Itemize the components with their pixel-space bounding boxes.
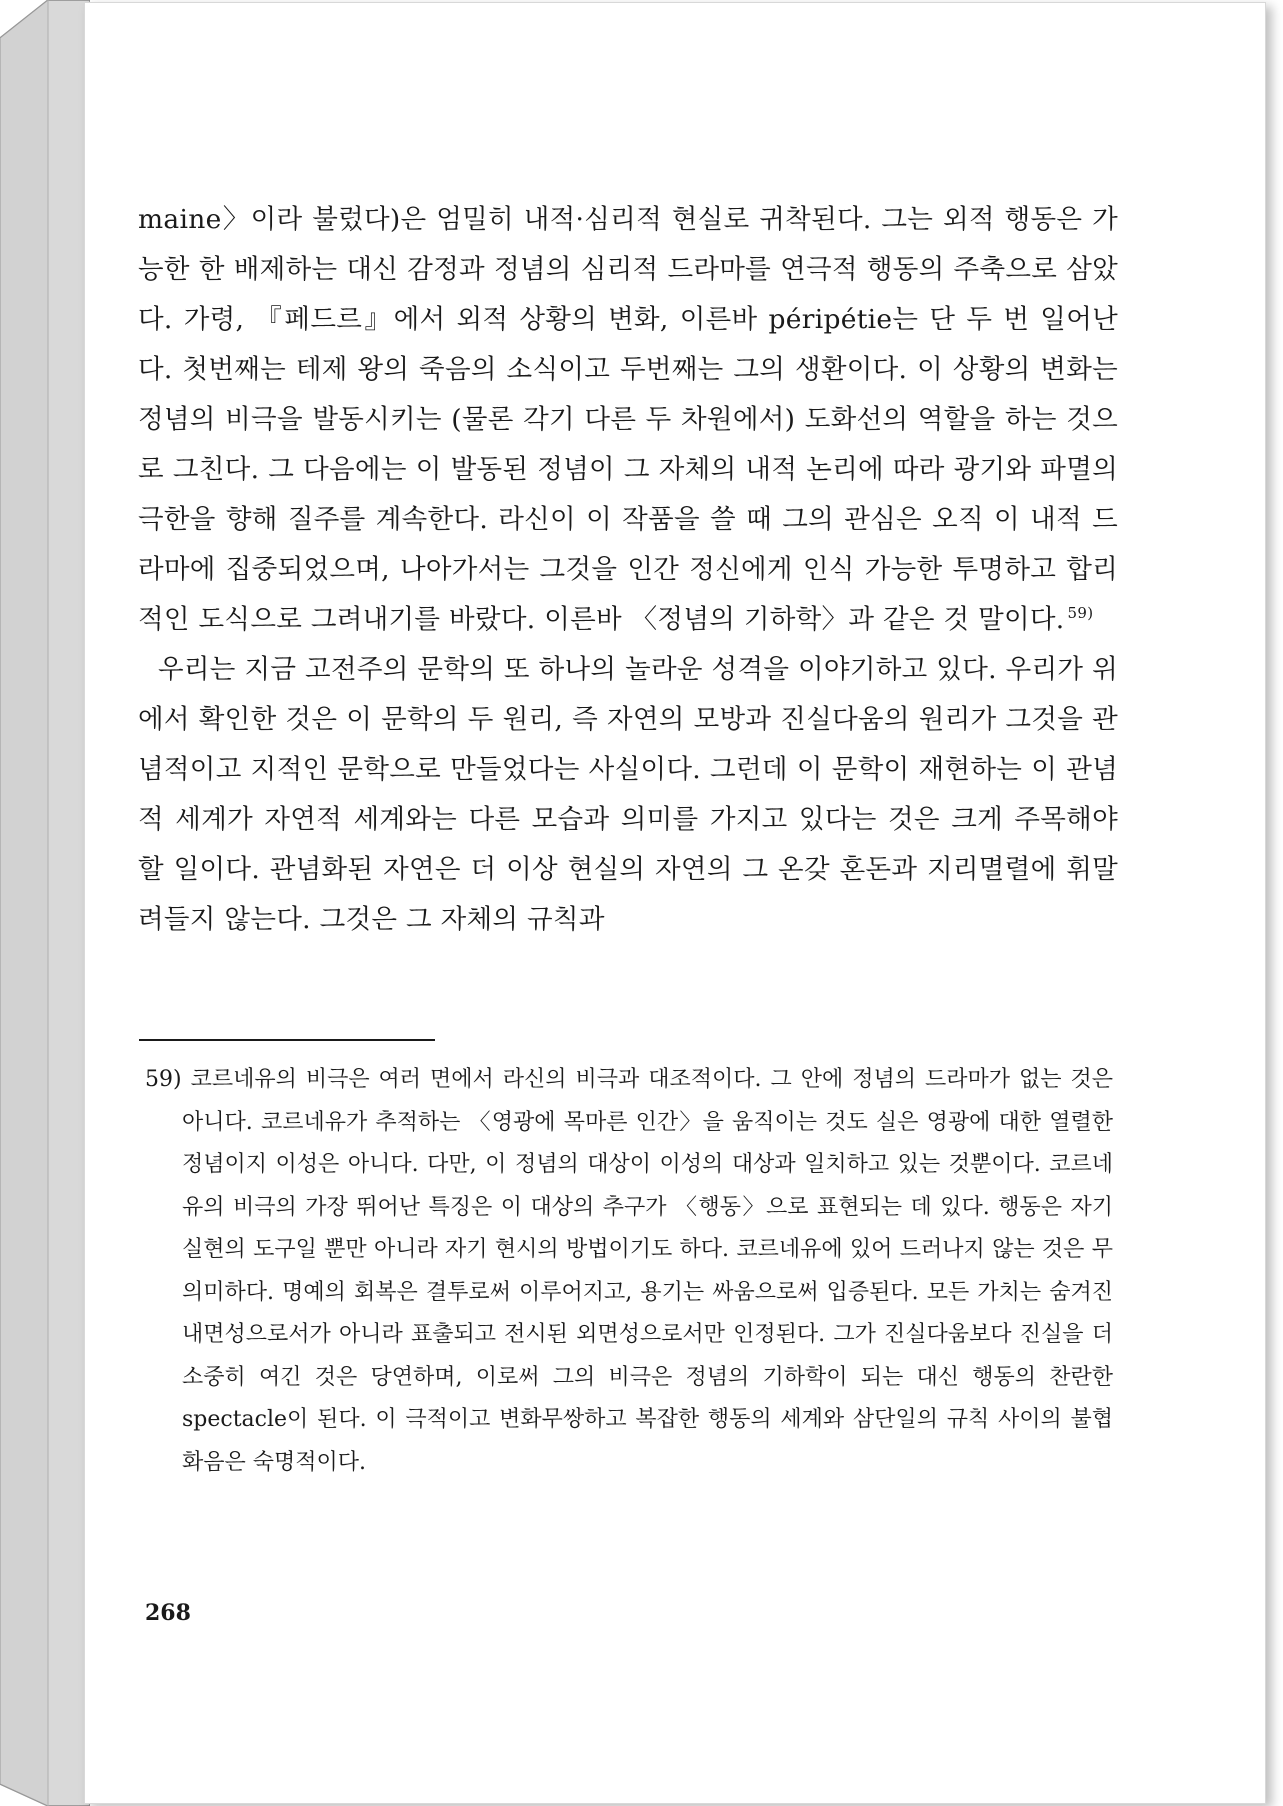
body-paragraph-2: 우리는 지금 고전주의 문학의 또 하나의 놀라운 성격을 이야기하고 있다. 우리가 위에서 확인한 것은 이 문학의 두 원리, 즉 자연의 모방과 진실다움의 원리가 그것을 관념적이고 지적인 문학으로 만들었다는 사실이다. 그런데 이 문학이 재현하는 이 관념적 세계가 자연적 세계와는 다른 모습과 의미를 가지고 있다는 것은 크게 주목해야 할 일이다. 관념화된 자연은 더 이상 현실의 자연의 그 온갖 혼돈과 지리멸렬에 휘말려들지 않는다. 그것은 그 자체의 규칙과 — [138, 654, 1118, 935]
page-number: 268 — [145, 1600, 191, 1626]
paragraph-1-text: maine〉이라 불렀다)은 엄밀히 내적·심리적 현실로 귀착된다. 그는 외적 행동은 가능한 한 배제하는 대신 감정과 정념의 심리적 드라마를 연극적 행동의 주축으로 삼았다. 가령, 『페드르』에서 외적 상황의 변화, 이른바 péripétie는 단 두 번 일어난다. 첫번째는 테제 왕의 죽음의 소식이고 두번째는 그의 생환이다. 이 상황의 변화는 정념의 비극을 발동시키는 (물론 각기 다른 두 차원에서) 도화선의 역할을 하는 것으로 그친다. 그 다음에는 이 발동된 정념이 그 자체의 내적 논리에 따라 광기와 파멸의 극한을 향해 질주를 계속한다. 라신이 이 작품을 쓸 때 그의 관심은 오직 이 내적 드라마에 집중되었으며, 나아가서는 그것을 인간 정신에게 인식 가능한 투명하고 합리적인 도식으로 그려내기를 바랐다. 이른바 〈정념의 기하학〉과 같은 것 말이다. — [138, 204, 1118, 635]
footnote-59: 59) 코르네유의 비극은 여러 면에서 라신의 비극과 대조적이다. 그 안에 정념의 드라마가 없는 것은 아니다. 코르네유가 추적하는 〈영광에 목마른 인간〉을 움직이는 것도 실은 영광에 대한 열렬한 정념이지 이성은 아니다. 다만, 이 정념의 대상이 이성의 대상과 일치하고 있는 것뿐이다. 코르네유의 비극의 가장 뛰어난 특징은 이 대상의 추구가 〈행동〉으로 표현되는 데 있다. 행동은 자기 실현의 도구일 뿐만 아니라 자기 현시의 방법이기도 하다. 코르네유에 있어 드러나지 않는 것은 무의미하다. 명예의 회복은 결투로써 이루어지고, 용기는 싸움으로써 입증된다. 모든 가치는 숨겨진 내면성으로서가 아니라 표출되고 전시된 외면성으로서만 인정된다. 그가 진실다움보다 진실을 더 소중히 여긴 것은 당연하며, 이로써 그의 비극은 정념의 기하학이 되는 대신 행동의 찬란한 spectacle이 된다. 이 극적이고 변화무쌍하고 복잡한 행동의 세계와 삼단일의 규칙 사이의 불협화음은 숙명적이다. — [145, 1067, 1113, 1475]
footnote-divider — [139, 1039, 435, 1041]
body-paragraph-1 — [138, 195, 1118, 645]
body-text — [138, 195, 1118, 945]
footnote-reference: 59) — [1067, 604, 1094, 623]
book-spine — [0, 0, 90, 1806]
